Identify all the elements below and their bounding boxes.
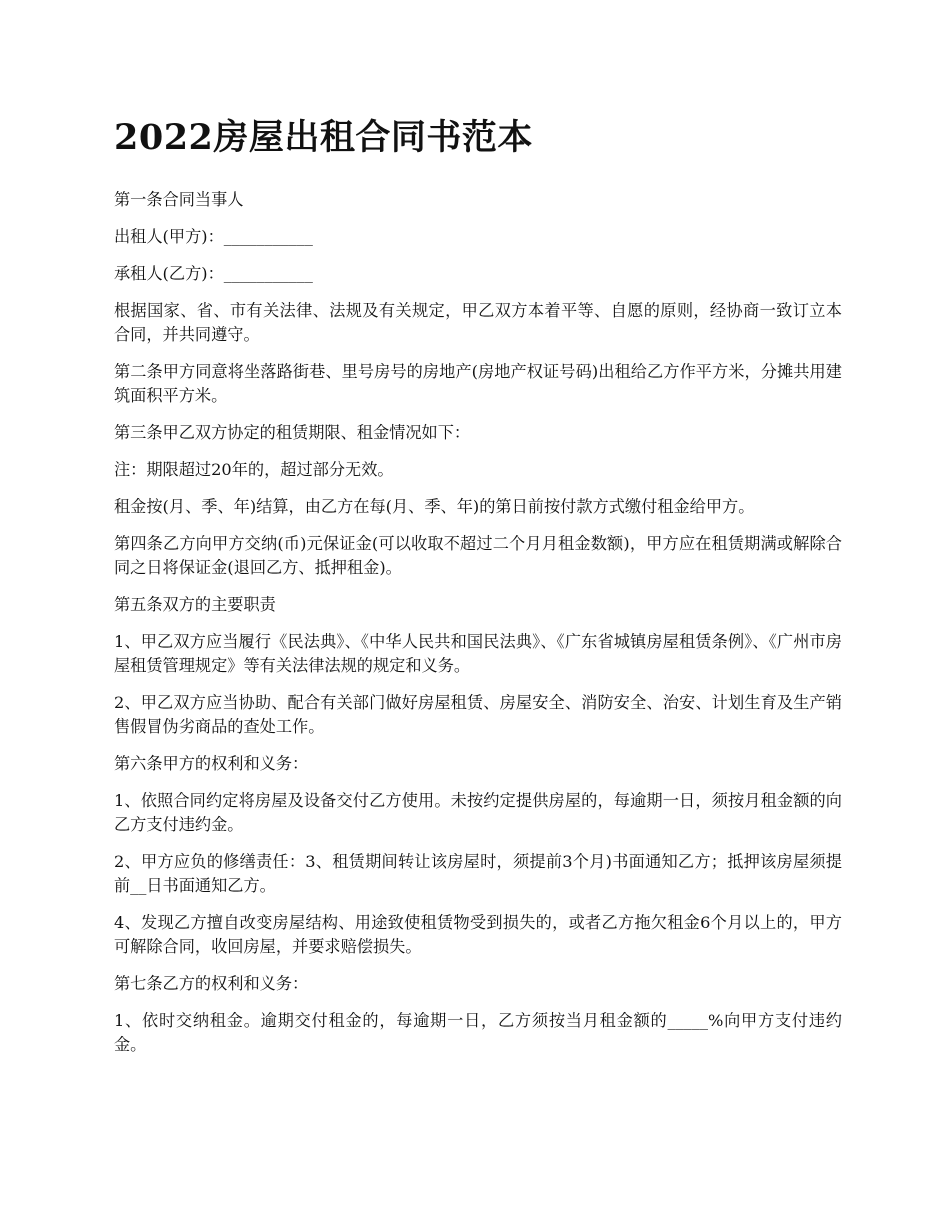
document-page (114, 112, 842, 1070)
article-4-paragraph: 第四条乙方向甲方交纳(币)元保证金(可以收取不超过二个月月租金数额)，甲方应在租赁期满或解除合同之日将保证金(退回乙方、抵押租金)。 (114, 534, 842, 577)
preamble-paragraph: 根据国家、省、市有关法律、法规及有关规定，甲乙双方本着平等、自愿的原则，经协商一致订立本合同，并共同遵守。 (114, 301, 842, 344)
article-6-heading: 第六条甲方的权利和义务： (114, 754, 309, 773)
article-7-item-1: 1、依时交纳租金。逾期交付租金的，每逾期一日，乙方须按当月租金额的_____%向甲方支付违约金。 (114, 1011, 842, 1054)
article-6-item-1: 1、依照合同约定将房屋及设备交付乙方使用。未按约定提供房屋的，每逾期一日，须按月租金额的向乙方支付违约金。 (114, 791, 842, 834)
term-note: 注：期限超过20年的，超过部分无效。 (114, 460, 394, 479)
article-6-item-2: 2、甲方应负的修缮责任：3、租赁期间转让该房屋时，须提前3个月)书面通知乙方；抵押该房屋须提前__日书面通知乙方。 (114, 852, 842, 895)
article-5-item-2: 2、甲乙双方应当协助、配合有关部门做好房屋租赁、房屋安全、消防安全、治安、计划生育及生产销售假冒伪劣商品的查处工作。 (114, 693, 842, 736)
rent-payment-paragraph: 租金按(月、季、年)结算，由乙方在每(月、季、年)的第日前按付款方式缴付租金给甲方。 (114, 497, 755, 516)
article-7-heading: 第七条乙方的权利和义务： (114, 974, 309, 993)
article-5-item-1: 1、甲乙双方应当履行《民法典》、《中华人民共和国民法典》、《广东省城镇房屋租赁条例》、《广州市房屋租赁管理规定》等有关法律法规的规定和义务。 (114, 632, 842, 675)
lessor-line: 出租人(甲方)：___________ (114, 227, 313, 246)
document-title: 2022房屋出租合同书范本 (114, 117, 533, 158)
article-1-heading: 第一条合同当事人 (114, 190, 244, 209)
article-5-heading: 第五条双方的主要职责 (114, 595, 276, 614)
article-3-paragraph: 第三条甲乙双方协定的租赁期限、租金情况如下： (114, 423, 471, 442)
article-6-item-4: 4、发现乙方擅自改变房屋结构、用途致使租赁物受到损失的，或者乙方拖欠租金6个月以上的，甲方可解除合同，收回房屋，并要求赔偿损失。 (114, 913, 842, 956)
article-2-paragraph: 第二条甲方同意将坐落路街巷、里号房号的房地产(房地产权证号码)出租给乙方作平方米，分摊共用建筑面积平方米。 (114, 362, 842, 405)
lessee-line: 承租人(乙方)：___________ (114, 264, 313, 283)
